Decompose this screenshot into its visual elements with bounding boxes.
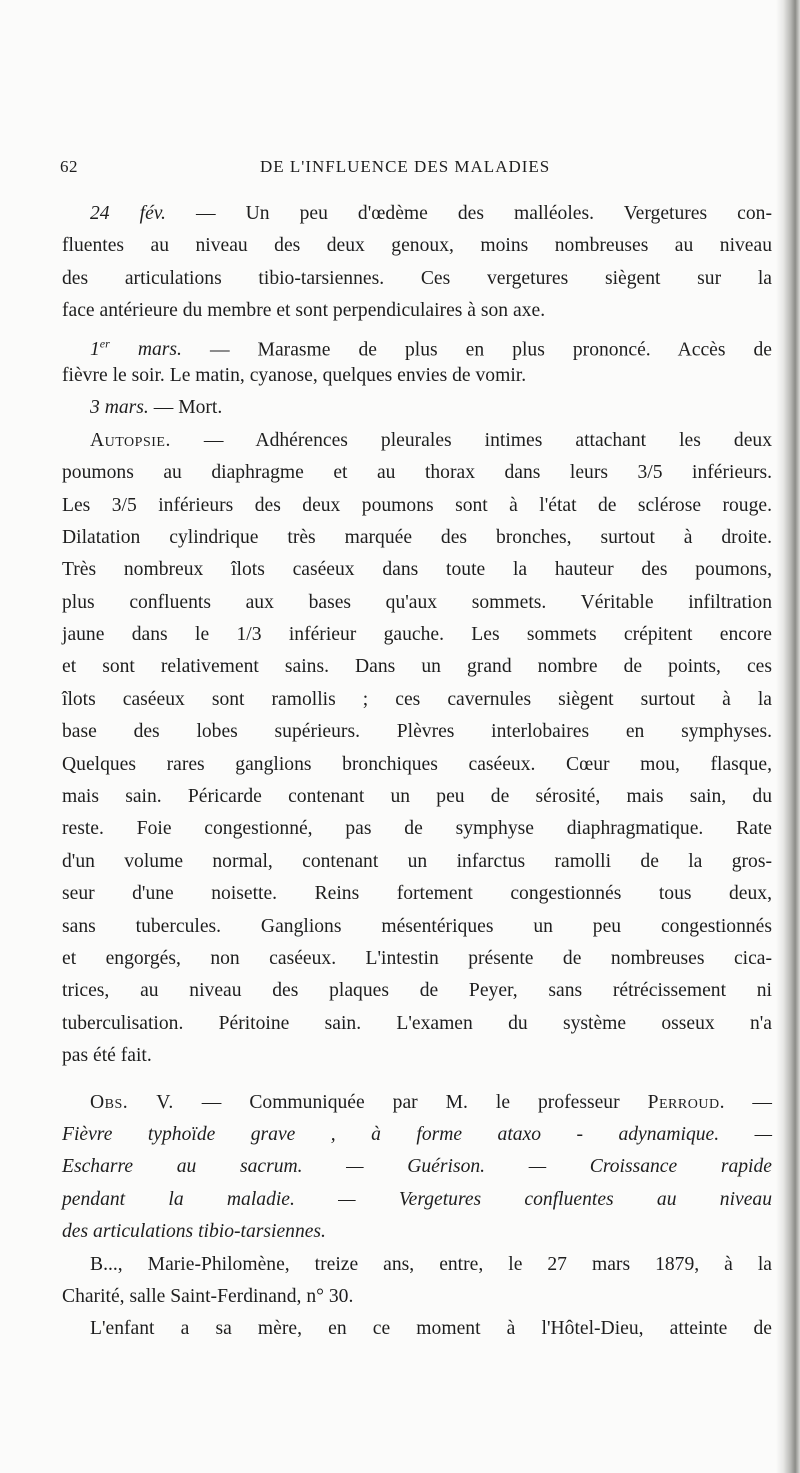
- paragraph-gap: [62, 1073, 772, 1087]
- text-line: fièvre le soir. Le matin, cyanose, quelques envies de vomir.: [62, 364, 527, 386]
- page-number: 62: [60, 157, 78, 176]
- text-line: Escharre au sacrum. — Guérison. — Croissance rapide: [62, 1156, 772, 1178]
- page-edge-shadow: [776, 0, 800, 1473]
- date-number: 1: [90, 339, 100, 361]
- text-line: plus confluents aux bases qu'aux sommets. Véritable infiltration: [62, 591, 772, 613]
- text-line: L'enfant a sa mère, en ce moment à l'Hôtel-Dieu, atteinte de: [90, 1318, 772, 1340]
- entry-date: [90, 336, 182, 361]
- entry-date: 3 mars.: [90, 397, 149, 419]
- text-line: et engorgés, non caséeux. L'intestin présente de nombreuses cica-: [62, 947, 772, 969]
- text-line: pas été fait.: [62, 1045, 152, 1067]
- running-title: DE L'INFLUENCE DES MALADIES: [260, 157, 551, 176]
- text-line: seur d'une noisette. Reins fortement congestionnés tous deux,: [62, 883, 772, 905]
- text-line: pendant la maladie. — Vergetures confluentes au niveau: [62, 1188, 772, 1210]
- text-line: Les 3/5 inférieurs des deux poumons sont à l'état de sclérose rouge.: [62, 494, 772, 516]
- text-line: Dilatation cylindrique très marquée des bronches, surtout à droite.: [62, 526, 772, 548]
- professor-name: Perroud: [647, 1091, 720, 1113]
- text-line: [62, 1087, 772, 1119]
- text-line: Fièvre typhoïde grave , à forme ataxo - adynamique. —: [62, 1123, 772, 1145]
- entry-date: 24 fév.: [90, 203, 166, 224]
- text-line: îlots caséeux sont ramollis ; ces cavernules siègent surtout à la: [62, 688, 772, 710]
- text-line: poumons au diaphragme et au thorax dans leurs 3/5 inférieurs.: [62, 462, 772, 484]
- observation-label: Obs. V.: [90, 1091, 174, 1113]
- text-line: Quelques rares ganglions bronchiques caséeux. Cœur mou, flasque,: [62, 753, 772, 775]
- text-segment: — Communiquée par M. le professeur: [173, 1091, 648, 1113]
- text-segment: — Adhérences pleurales intimes attachant les deux: [170, 429, 772, 451]
- text-line: mais sain. Péricarde contenant un peu de sérosité, mais sain, du: [62, 786, 772, 808]
- text-line: face antérieure du membre et sont perpendiculaires à son axe.: [62, 300, 546, 322]
- text-segment: . —: [719, 1091, 773, 1113]
- running-head: [60, 157, 780, 183]
- text-line: des articulations tibio-tarsiennes. Ces vergetures siègent sur la: [62, 267, 772, 289]
- text-line: trices, au niveau des plaques de Peyer, sans rétrécissement ni: [62, 980, 772, 1002]
- date-month: mars.: [109, 339, 182, 361]
- text-segment: — Mort.: [148, 397, 223, 419]
- body-text: [62, 198, 772, 1346]
- text-line: Charité, salle Saint-Ferdinand, n° 30.: [62, 1285, 354, 1307]
- text-line: jaune dans le 1/3 inférieur gauche. Les sommets crépitent encore: [62, 624, 772, 646]
- text-line: reste. Foie congestionné, pas de symphyse diaphragmatique. Rate: [62, 818, 772, 840]
- section-label: Autopsie.: [90, 429, 171, 451]
- text-line: fluentes au niveau des deux genoux, moins nombreuses au niveau: [62, 235, 772, 257]
- text-line: B..., Marie-Philomène, treize ans, entre, le 27 mars 1879, à la: [90, 1253, 772, 1275]
- text-line: base des lobes supérieurs. Plèvres interlobaires en symphyses.: [62, 721, 772, 743]
- text-line: [62, 425, 772, 457]
- text-line: des articulations tibio-tarsiennes.: [62, 1221, 326, 1243]
- text-line: et sont relativement sains. Dans un grand nombre de points, ces: [62, 656, 772, 678]
- text-line: Très nombreux îlots caséeux dans toute la hauteur des poumons,: [62, 559, 772, 581]
- text-segment: — Marasme de plus en plus prononcé. Accès de: [181, 339, 772, 361]
- text-line: sans tubercules. Ganglions mésentériques un peu congestionnés: [62, 915, 772, 937]
- text-line: [62, 328, 772, 360]
- text-line: d'un volume normal, contenant un infarctus ramolli de la gros-: [62, 850, 772, 872]
- text-line: [62, 392, 772, 424]
- text-line: [62, 198, 772, 230]
- text-segment: — Un peu d'œdème des malléoles. Vergetures con-: [165, 203, 772, 224]
- date-superscript: er: [99, 336, 110, 351]
- text-line: tuberculisation. Péritoine sain. L'examen du système osseux n'a: [62, 1012, 772, 1034]
